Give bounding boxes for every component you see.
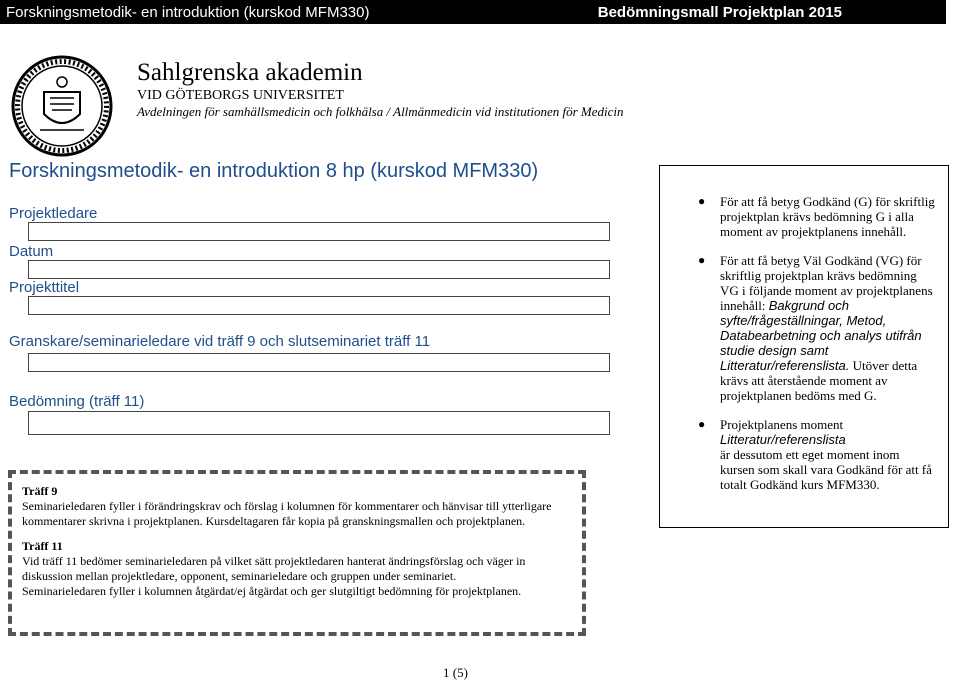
criteria-vg-text: För att få betyg Väl Godkänd (VG) för skriftlig projektplan krävs bedömning VG i följande moment av projektplanens innehåll: [720, 253, 933, 313]
field-label-leader: Projektledare [9, 205, 98, 222]
organization-block [137, 58, 623, 120]
meeting-9-block [22, 484, 572, 529]
meeting-info-box [8, 470, 586, 636]
date-input-box[interactable] [28, 260, 610, 279]
criteria-item-vg [690, 253, 936, 403]
meeting-11-text-2: Seminarieledaren fyller i kolumnen åtgärdat/ej åtgärdat och ger slutgiltigt bedömning för projektplanen. [22, 584, 522, 598]
field-label-date: Datum [9, 243, 54, 260]
criteria-vg-moments: Bakgrund och syfte/frågeställningar, Metod, Databearbetning och analys utifrån studie design samt Litteratur/referenslista. [720, 298, 922, 373]
criteria-item-g [690, 194, 936, 239]
bullet-icon: ● [698, 253, 706, 267]
criteria-vg-rest: Utöver detta krävs att återstående moment av projektplanen bedöms med G. [720, 358, 918, 403]
criteria-literature-post: är dessutom ett eget moment inom kursen som skall vara Godkänd för att få totalt Godkänd kurs MFM330. [720, 447, 932, 492]
header-right-text: Bedömningsmall Projektplan 2015 [597, 3, 842, 21]
meeting-11-block [22, 539, 572, 599]
meeting-9-text: Seminarieledaren fyller i förändringskrav och förslag i kolumnen för kommentarer och hänvisar till ytterligare kommentarer skrivna i projektplanen. Kursdeltagaren får kopia på granskningsmallen och projektplanen. [22, 499, 552, 528]
document-header-bar [0, 0, 946, 24]
page-number: 1 (5) [443, 665, 468, 680]
bullet-icon: ● [698, 417, 706, 431]
meeting-9-heading: Träff 9 [22, 484, 58, 498]
meeting-11-text-1: Vid träff 11 bedömer seminarieledaren på vilket sätt projektledaren hanterat ändringsförslag och väger in diskussion mellan projektledare, opponent, seminarieledare och gruppen under seminariet. [22, 554, 526, 583]
bullet-icon: ● [698, 194, 706, 208]
meeting-11-heading: Träff 11 [22, 539, 63, 553]
leader-input-box[interactable] [28, 222, 610, 241]
field-label-assessment: Bedömning (träff 11) [9, 393, 145, 410]
criteria-g-text: För att få betyg Godkänd (G) för skriftlig projektplan krävs bedömning G i alla moment av projektplanens innehåll. [720, 194, 935, 239]
reviewer-input-box[interactable] [28, 353, 610, 372]
header-left-text: Forskningsmetodik- en introduktion (kurskod MFM330) [6, 3, 370, 21]
grading-criteria-box [659, 165, 949, 528]
university-seal-icon [10, 54, 114, 158]
department-name: Avdelningen för samhällsmedicin och folkhälsa / Allmänmedicin vid institutionen för Medicin [137, 104, 624, 119]
criteria-item-literature [690, 417, 936, 492]
university-name: VID GÖTEBORGS UNIVERSITET [137, 88, 344, 103]
title-input-box[interactable] [28, 296, 610, 315]
course-title: Forskningsmetodik- en introduktion 8 hp (kurskod MFM330) [9, 160, 539, 182]
assessment-input-box[interactable] [28, 411, 610, 435]
field-label-title: Projekttitel [9, 279, 80, 296]
field-label-reviewer: Granskare/seminarieledare vid träff 9 och slutseminariet träff 11 [9, 333, 431, 350]
criteria-literature-pre: Projektplanens moment [720, 417, 844, 432]
criteria-literature-name: Litteratur/referenslista [720, 432, 846, 447]
faculty-name: Sahlgrenska akademin [137, 59, 363, 86]
